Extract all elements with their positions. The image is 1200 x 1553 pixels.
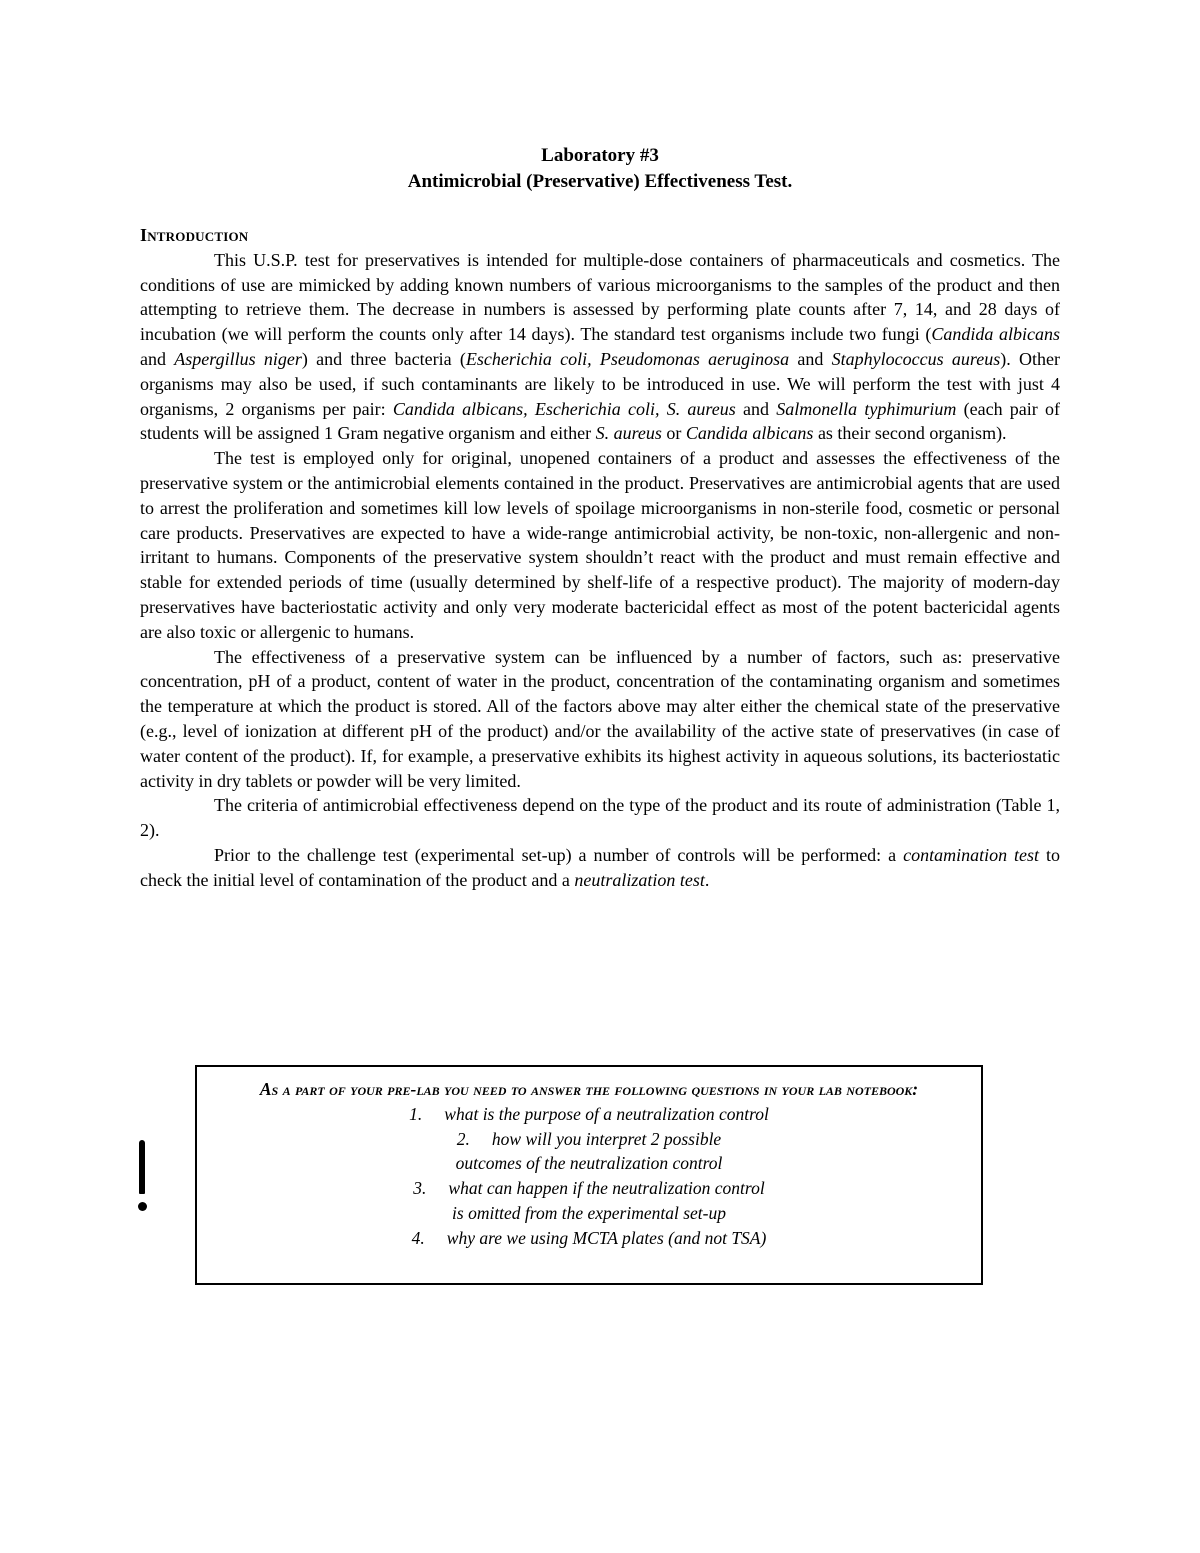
p1-italic-3: Escherichia coli, Pseudomonas aeruginosa xyxy=(465,348,790,369)
prelab-questions-box xyxy=(195,1065,983,1285)
exclamation-bar xyxy=(139,1140,145,1194)
p1-italic-8: Candida albicans xyxy=(685,423,814,444)
p5-text-2: to check the initial level of contamination of the product and a xyxy=(140,844,1060,890)
p1-text-4: and xyxy=(789,348,832,369)
p1-text-2: and xyxy=(140,348,175,369)
question-1-text: what is the purpose of a neutralization control xyxy=(444,1103,769,1124)
p1-italic-7: S. aureus xyxy=(595,423,662,444)
p1-text-5: ). Other organisms may also be used, if such contaminants are likely to be introduced in use. We will perform the test with just 4 organisms, 2 organisms per pair: xyxy=(140,348,1060,419)
introduction-section xyxy=(140,223,1060,893)
question-3-number: 3. xyxy=(413,1178,427,1199)
paragraph-4: The criteria of antimicrobial effectiveness depend on the type of the product and its route of administration (Table 1, 2). xyxy=(140,795,1060,841)
question-3-continued: is omitted from the experimental set-up xyxy=(452,1202,726,1223)
p1-text-8: or xyxy=(661,423,686,444)
section-heading: Introduction xyxy=(140,225,249,245)
question-2-text-a: how will you interpret 2 possible xyxy=(491,1128,722,1149)
p1-italic-5: Candida albicans, Escherichia coli, S. aureus xyxy=(392,398,736,419)
question-4 xyxy=(197,1226,981,1251)
p1-text-9: as their second organism). xyxy=(813,423,1007,444)
question-2-continued: outcomes of the neutralization control xyxy=(455,1153,723,1174)
p5-italic-2: neutralization test xyxy=(574,869,705,890)
paragraph-3: The effectiveness of a preservative system can be influenced by a number of factors, such as: preservative concentration, pH of a product, content of water in the product, concentration of the contaminating organism and sometimes the temperature at which the product is stored. All of the factors above may alter either the chemical state of the preservative (e.g., level of ionization at different pH of the product) and/or the availability of the active state of preservatives (in case of water content of the product). If, for example, a preservative exhibits its highest activity in aqueous solutions, its bacteriostatic activity in dry tablets or powder will be very limited. xyxy=(140,646,1060,791)
exclamation-dot xyxy=(138,1202,147,1211)
p1-italic-1: Candida albicans xyxy=(931,324,1060,345)
title-block xyxy=(140,143,1060,195)
paragraph-2: The test is employed only for original, unopened containers of a product and assesses the effectiveness of the preservative system or the antimicrobial elements contained in the product. Preservatives are antimicrobial agents that are used to arrest the proliferation and sometimes kill low levels of spoilage microorganisms in non-sterile food, cosmetic or personal care products. Preservatives are expected to have a wide-range antimicrobial activity, be non-toxic, non-allergenic and non-irritant to humans. Components of the preservative system shouldn’t react with the product and must remain effective and stable for extended periods of time (usually determined by shelf-life of a respective product). The majority of modern-day preservatives have bacteriostatic activity and only very moderate bactericidal effect as most of the potent bactericidal agents are also toxic or allergenic to humans. xyxy=(140,448,1060,642)
p1-text-3: ) and three bacteria ( xyxy=(301,348,466,369)
question-4-text: why are we using MCTA plates (and not TSA) xyxy=(446,1227,767,1248)
exclamation-icon xyxy=(138,1140,148,1216)
p1-text-7: (each pair of students will be assigned 1 Gram negative organism and either xyxy=(140,398,1060,444)
paragraph-1 xyxy=(140,248,1060,446)
p1-text-6: and xyxy=(735,398,777,419)
p1-italic-6: Salmonella typhimurium xyxy=(776,398,957,419)
question-2 xyxy=(197,1127,981,1152)
p5-text-1: Prior to the challenge test (experimental set-up) a number of controls will be performed: a xyxy=(214,844,904,865)
question-3 xyxy=(197,1176,981,1201)
lab-title: Laboratory #3 xyxy=(541,145,659,166)
question-3-text-a: what can happen if the neutralization control xyxy=(448,1178,765,1199)
p5-text-3: . xyxy=(704,869,710,890)
p5-italic-1: contamination test xyxy=(903,844,1040,865)
p1-italic-4: Staphylococcus aureus xyxy=(831,348,1001,369)
question-1-number: 1. xyxy=(409,1103,423,1124)
lab-subtitle: Antimicrobial (Preservative) Effectiveness Test. xyxy=(407,171,793,192)
p1-text-1: This U.S.P. test for preservatives is intended for multiple-dose containers of pharmaceuticals and cosmetics. The conditions of use are mimicked by adding known numbers of various microorganisms to the samples of the product and then attempting to retrieve them. The decrease in numbers is assessed by performing plate counts after 7, 14, and 28 days of incubation (we will perform the counts only after 14 days). The standard test organisms include two fungi ( xyxy=(140,249,1060,345)
question-2-number: 2. xyxy=(456,1128,470,1149)
question-1 xyxy=(197,1102,981,1127)
question-4-number: 4. xyxy=(411,1227,425,1248)
paragraph-5 xyxy=(140,843,1060,893)
prelab-header: As a part of your pre-lab you need to answer the following questions in your lab notebook: xyxy=(259,1079,919,1099)
p1-italic-2: Aspergillus niger xyxy=(174,348,302,369)
